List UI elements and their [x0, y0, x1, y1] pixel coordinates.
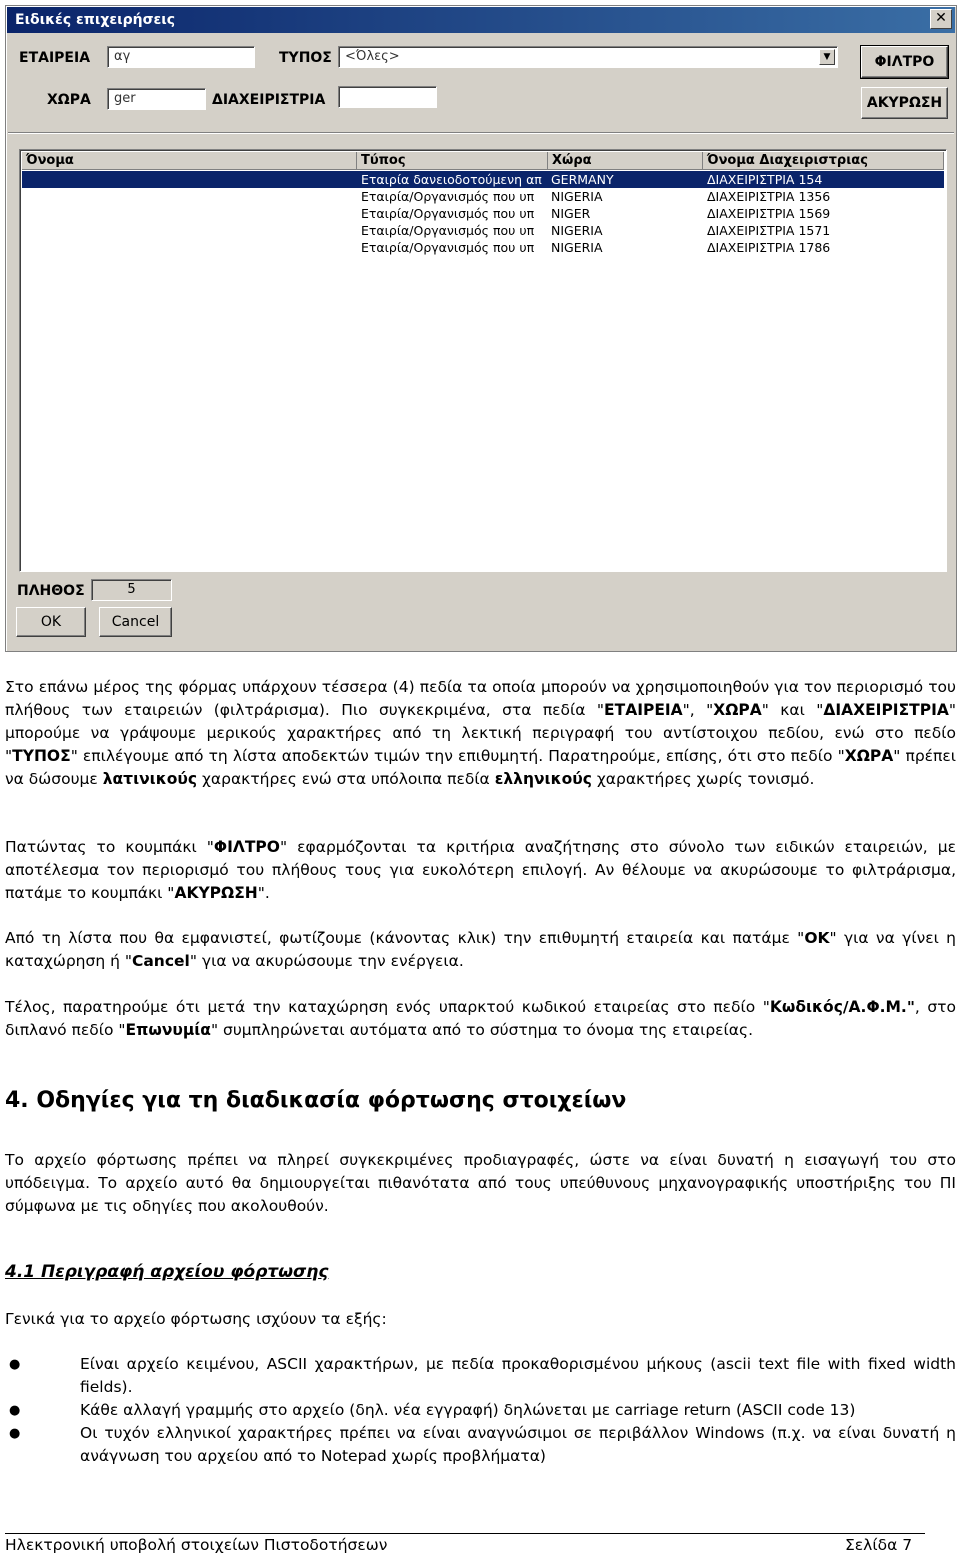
text-run-bold: Cancel: [131, 952, 190, 970]
dialog-titlebar: [7, 7, 955, 33]
text-run: χαρακτήρες χωρίς τονισμό.: [591, 770, 815, 788]
table-cell: ΔΙΑΧΕΙΡΙΣΤΡΙΑ 154: [707, 172, 823, 187]
paragraph-list-selection: [5, 927, 956, 973]
text-run: " και ": [761, 701, 824, 719]
footer-divider: [5, 1533, 925, 1534]
text-run-bold: ΑΚΥΡΩΣΗ: [174, 884, 258, 902]
country-label: ΧΩΡΑ: [47, 92, 91, 108]
table-cell: NIGERIA: [551, 240, 603, 255]
table-cell: Εταιρία δανειοδοτούμενη απ: [361, 172, 542, 187]
table-cell: ΔΙΑΧΕΙΡΙΣΤΡΙΑ 1571: [707, 223, 831, 238]
text-run: ", ": [682, 701, 714, 719]
count-label: ΠΛΗΘΟΣ: [17, 583, 85, 599]
table-cell: Εταιρία/Οργανισμός που υπ: [361, 240, 535, 255]
table-cell: NIGERIA: [551, 223, 603, 238]
cancel-button[interactable]: Cancel: [99, 607, 172, 637]
paragraph-general: Γενικά για το αρχείο φόρτωσης ισχύουν τα εξής:: [5, 1310, 387, 1328]
text-run-bold: ΦΙΛΤΡΟ: [213, 838, 280, 856]
text-run-bold: ΤΥΠΟΣ: [12, 747, 71, 765]
type-select-value: <Όλες>: [345, 49, 400, 64]
table-cell: ΔΙΑΧΕΙΡΙΣΤΡΙΑ 1569: [707, 206, 831, 221]
table-row[interactable]: [22, 239, 944, 256]
cancel-filter-button[interactable]: ΑΚΥΡΩΣΗ: [861, 87, 948, 119]
company-label: ΕΤΑΙΡΕΙΑ: [19, 50, 91, 66]
divider: [8, 132, 954, 134]
text-run: " επιλέγουμε από τη λίστα αποδεκτών τιμών την επιθυμητή. Παρατηρούμε, επίσης, ότι στο πεδίο ": [70, 747, 845, 765]
column-header-country[interactable]: Χώρα: [548, 152, 703, 170]
table-row[interactable]: [22, 205, 944, 222]
table-cell: ΔΙΑΧΕΙΡΙΣΤΡΙΑ 1786: [707, 240, 831, 255]
column-header-type[interactable]: Τύπος: [357, 152, 548, 170]
manager-label: ΔΙΑΧΕΙΡΙΣΤΡΙΑ: [212, 92, 326, 108]
type-label: ΤΥΠΟΣ: [279, 50, 332, 66]
section-heading-4-1: 4.1 Περιγραφή αρχείου φόρτωσης: [5, 1262, 329, 1282]
type-select[interactable]: [338, 46, 838, 68]
text-run: Στο επάνω μέρος της φόρμας υπάρχουν τέσσερα (4) πεδία τα οποία μπορούν να χρησιμοποιηθούν για τον περιορισμό του πλήθους των εταιρειών (φιλτράρισμα). Πιο συγκεκριμένα, στα πεδία ": [5, 678, 956, 719]
text-run-bold: ΧΩΡΑ: [844, 747, 894, 765]
text-run: " πρέπει να δώσουμε: [5, 747, 956, 788]
table-row[interactable]: [22, 171, 944, 188]
close-icon[interactable]: ✕: [930, 9, 952, 29]
special-companies-dialog: [5, 5, 957, 652]
page-number: Σελίδα 7: [845, 1536, 913, 1554]
text-run-bold: Επωνυμία: [125, 1021, 211, 1039]
table-cell: NIGERIA: [551, 189, 603, 204]
list-item: Κάθε αλλαγή γραμμής στο αρχείο (δηλ. νέα εγγραφή) δηλώνεται με carriage return (ASCII code 13): [80, 1401, 856, 1419]
text-run: Από τη λίστα που θα εμφανιστεί, φωτίζουμε (κάνοντας κλικ) την επιθυμητή εταιρεία και πατάμε ": [5, 929, 805, 947]
bullet-icon: ●: [9, 1426, 21, 1441]
text-run: " για να γίνει η καταχώρηση ή ": [5, 929, 957, 970]
text-run-bold: ΕΤΑΙΡΕΙΑ: [604, 701, 683, 719]
text-run: " μπορούμε να γράψουμε μερικούς χαρακτήρες από τη λεκτική περιγραφή του αντίστοιχου πεδίου, ενώ στο πεδίο ": [5, 701, 956, 765]
company-input[interactable]: αγ: [107, 46, 255, 68]
table-row[interactable]: [22, 222, 944, 239]
bullet-icon: ●: [9, 1403, 21, 1418]
text-run: ".: [257, 884, 270, 902]
paragraph-load-file-specs: Το αρχείο φόρτωσης πρέπει να πληρεί συγκεκριμένες προδιαγραφές, ώστε να είναι δυνατή η εισαγωγή του στο υπόδειγμα. Το αρχείο αυτό θα δημιουργείται πιθανότατα από τους υπεύθυνους μηχανογραφικής υποστήριξης του ΠΙ σύμφωνα με τις οδηγίες που ακολουθούν.: [5, 1151, 956, 1215]
dialog-title: Ειδικές επιχειρήσεις: [15, 12, 176, 28]
paragraph-autofill: [5, 996, 956, 1042]
text-run-bold: OK: [804, 929, 830, 947]
filter-button[interactable]: ΦΙΛΤΡΟ: [861, 46, 948, 78]
text-run-bold: ΧΩΡΑ: [713, 701, 762, 719]
table-cell: ΔΙΑΧΕΙΡΙΣΤΡΙΑ 1356: [707, 189, 831, 204]
footer-title: Ηλεκτρονική υποβολή στοιχείων Πιστοδοτήσεων: [5, 1536, 388, 1554]
table-cell: Εταιρία/Οργανισμός που υπ: [361, 189, 535, 204]
section-heading-4: 4. Οδηγίες για τη διαδικασία φόρτωσης στοιχείων: [5, 1088, 627, 1113]
text-run: " συμπληρώνεται αυτόματα από το σύστημα το όνομα της εταιρείας.: [210, 1021, 754, 1039]
list-item: Είναι αρχείο κειμένου, ASCII χαρακτήρων, με πεδία προκαθορισμένου μήκους (ascii text file with fixed width fields).: [80, 1355, 956, 1396]
paragraph-filter-fields: [5, 676, 956, 791]
table-cell: GERMANY: [551, 172, 614, 187]
text-run: , στο διπλανό πεδίο ": [5, 998, 956, 1039]
bullet-icon: ●: [9, 1357, 21, 1372]
manager-input[interactable]: [338, 86, 437, 108]
table-cell: NIGER: [551, 206, 591, 221]
table-row[interactable]: [22, 188, 944, 205]
text-run: χαρακτήρες ενώ στα υπόλοιπα πεδία: [197, 770, 495, 788]
country-input[interactable]: ger: [107, 88, 206, 110]
text-run-bold: λατινικούς: [102, 770, 198, 788]
text-run-bold: ΔΙΑΧΕΙΡΙΣΤΡΙΑ: [823, 701, 949, 719]
chevron-down-icon[interactable]: ▼: [819, 49, 835, 65]
column-header-manager[interactable]: Όνομα Διαχειριστριας: [703, 152, 944, 170]
table-cell: Εταιρία/Οργανισμός που υπ: [361, 206, 535, 221]
ok-button[interactable]: OK: [16, 607, 86, 637]
table-cell: Εταιρία/Οργανισμός που υπ: [361, 223, 535, 238]
text-run-bold: ελληνικούς: [494, 770, 592, 788]
text-run: Τέλος, παρατηρούμε ότι μετά την καταχώρηση ενός υπαρκτού κωδικού εταιρείας στο πεδίο ": [5, 998, 770, 1016]
companies-grid[interactable]: [19, 149, 947, 572]
text-run: " για να ακυρώσουμε την ενέργεια.: [189, 952, 464, 970]
text-run: " εφαρμόζονται τα κριτήρια αναζήτησης στο σύνολο των ειδικών εταιρειών, με αποτέλεσμα τον περιορισμό του πλήθους τους για ευκολότερη επιλογή. Αν θέλουμε να ακυρώσουμε το φιλτράρισμα, πατάμε το κουμπάκι ": [5, 838, 956, 902]
list-item: Οι τυχόν ελληνικοί χαρακτήρες πρέπει να είναι αναγνώσιμοι σε περιβάλλον Windows (π.χ. να είναι δυνατή η ανάγνωση του αρχείου από το Notepad χωρίς προβλήματα): [80, 1424, 956, 1465]
count-value: 5: [91, 579, 172, 601]
text-run: Πατώντας το κουμπάκι ": [5, 838, 214, 856]
column-header-name[interactable]: Όνομα: [22, 152, 357, 170]
text-run-bold: Κωδικός/Α.Φ.Μ.": [769, 998, 915, 1016]
paragraph-filter-button: [5, 836, 956, 905]
